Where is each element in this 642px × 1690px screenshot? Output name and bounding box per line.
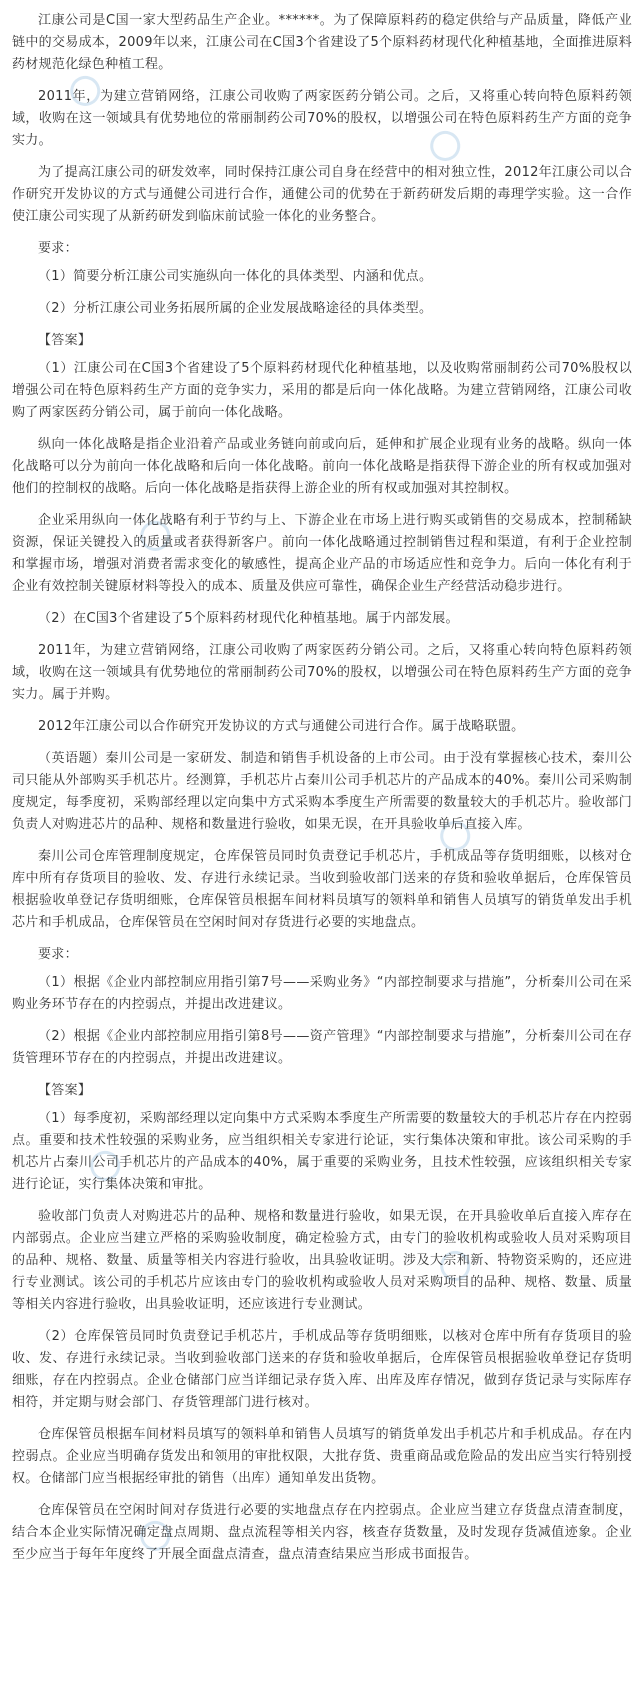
answer-paragraph: 2012年江康公司以合作研究开发协议的方式与通健公司进行合作。属于战略联盟。 bbox=[38, 719, 525, 734]
answer-heading: 【答案】 bbox=[38, 333, 92, 348]
answer-paragraph: 企业采用纵向一体化战略有利于节约与上、下游企业在市场上进行购买或销售的交易成本，控制稀缺资源，保证关键投入的质量或者获得新客户。前向一体化战略通过控制销售过程和渠道，有利于企业控制和掌握市场，增强对消费者需求变化的敏感性，提高企业产品的市场适应性和竞争力。后向一体化有利于企业有效控制关键原材料等投入的成本、质量及供应可靠性，确保企业生产经营活动稳步进行。 bbox=[12, 513, 632, 594]
answer-paragraph: （1）江康公司在C国3个省建设了5个原料药材现代化种植基地，以及收购常丽制药公司70%股权以增强公司在特色原料药生产方面的竞争实力，采用的都是后向一体化战略。为建立营销网络，江康公司收购了两家医药分销公司，属于前向一体化战略。 bbox=[12, 361, 632, 420]
requirements-heading: 要求： bbox=[38, 947, 78, 962]
requirement-item: （2）根据《企业内部控制应用指引第8号——资产管理》“内部控制要求与措施”，分析秦川公司在存货管理环节存在的内控弱点，并提出改进建议。 bbox=[12, 1029, 632, 1066]
requirement-item: （1）简要分析江康公司实施纵向一体化的具体类型、内涵和优点。 bbox=[38, 269, 433, 284]
case-intro-paragraph: 江康公司是C国一家大型药品生产企业。******。为了保障原料药的稳定供给与产品质量，降低产业链中的交易成本，2009年以来，江康公司在C国3个省建设了5个原料药材现代化种植基地，全面推进原料药材规范化绿色种植工程。 bbox=[12, 13, 632, 72]
answer-paragraph: （1）每季度初，采购部经理以定向集中方式采购本季度生产所需要的数量较大的手机芯片存在内控弱点。重要和技术性较强的采购业务，应当组织相关专家进行论证，实行集体决策和审批。该公司采购的手机芯片占秦川公司手机芯片的产品成本的40%，属于重要的采购业务，且技术性较强，应该组织相关专家进行论证，实行集体决策和审批。 bbox=[12, 1111, 632, 1192]
case-paragraph: 秦川公司仓库管理制度规定，仓库保管员同时负责登记手机芯片，手机成品等存货明细账，以核对仓库中所有存货项目的验收、发、存进行永续记录。当收到验收部门送来的存货和验收单据后，仓库保管员根据验收单登记存货明细账，仓库保管员根据车间材料员填写的领料单和销售人员填写的销货单发出手机芯片和手机成品，仓库保管员在空闲时间对存货进行必要的实地盘点。 bbox=[12, 849, 632, 930]
answer-paragraph: （2）在C国3个省建设了5个原料药材现代化种植基地。属于内部发展。 bbox=[38, 611, 459, 626]
answer-paragraph: 验收部门负责人对购进芯片的品种、规格和数量进行验收，如果无误，在开具验收单后直接入库存在内部弱点。企业应当建立严格的采购验收制度，确定检验方式，由专门的验收机构或验收人员对采购项目的品种、规格、数量、质量等相关内容进行验收，出具验收证明。涉及大宗和新、特物资采购的，还应进行专业测试。该公司的手机芯片应该由专门的验收机构或验收人员对采购项目的品种、规格、数量、质量等相关内容进行验收，出具验收证明，还应该进行专业测试。 bbox=[12, 1209, 632, 1312]
case-intro-paragraph: （英语题）秦川公司是一家研发、制造和销售手机设备的上市公司。由于没有掌握核心技术，秦川公司只能从外部购买手机芯片。经测算，手机芯片占秦川公司手机芯片的产品成本的40%。秦川公司采购制度规定，每季度初，采购部经理以定向集中方式采购本季度生产所需要的数量较大的手机芯片。验收部门负责人对购进芯片的品种、规格和数量进行验收，如果无误，在开具验收单后直接入库。 bbox=[12, 751, 632, 832]
answer-paragraph: 2011年，为建立营销网络，江康公司收购了两家医药分销公司。之后，又将重心转向特色原料药领域，收购在这一领域具有优势地位的常丽制药公司70%的股权，以增强公司在特色原料药生产方面的竞争实力。属于并购。 bbox=[12, 643, 632, 702]
requirement-item: （1）根据《企业内部控制应用指引第7号——采购业务》“内部控制要求与措施”，分析秦川公司在采购业务环节存在的内控弱点，并提出改进建议。 bbox=[12, 975, 632, 1012]
requirement-item: （2）分析江康公司业务拓展所属的企业发展战略途径的具体类型。 bbox=[38, 301, 433, 316]
answer-paragraph: 仓库保管员在空闲时间对存货进行必要的实地盘点存在内控弱点。企业应当建立存货盘点清查制度，结合本企业实际情况确定盘点周期、盘点流程等相关内容，核查存货数量，及时发现存货减值迹象。企业至少应当于每年年度终了开展全面盘点清查，盘点清查结果应当形成书面报告。 bbox=[12, 1503, 632, 1562]
answer-heading: 【答案】 bbox=[38, 1083, 92, 1098]
requirements-heading: 要求： bbox=[38, 241, 78, 256]
case-paragraph: 2011年，为建立营销网络，江康公司收购了两家医药分销公司。之后，又将重心转向特色原料药领域，收购在这一领域具有优势地位的常丽制药公司70%的股权，以增强公司在特色原料药生产方面的竞争实力。 bbox=[12, 89, 632, 148]
case-paragraph: 为了提高江康公司的研发效率，同时保持江康公司自身在经营中的相对独立性，2012年江康公司以合作研究开发协议的方式与通健公司进行合作，通健公司的优势在于新药研发后期的毒理学实验。这一合作使江康公司实现了从新药研发到临床前试验一体化的业务整合。 bbox=[12, 165, 632, 224]
answer-paragraph: （2）仓库保管员同时负责登记手机芯片，手机成品等存货明细账，以核对仓库中所有存货项目的验收、发、存进行永续记录。当收到验收部门送来的存货和验收单据后，仓库保管员根据验收单登记存货明细账，存在内控弱点。企业仓储部门应当详细记录存货入库、出库及库存情况，做到存货记录与实际库存相符，并定期与财会部门、存货管理部门进行核对。 bbox=[12, 1329, 632, 1410]
answer-paragraph: 纵向一体化战略是指企业沿着产品或业务链向前或向后，延伸和扩展企业现有业务的战略。纵向一体化战略可以分为前向一体化战略和后向一体化战略。前向一体化战略是指获得下游企业的所有权或加强对他们的控制权的战略。后向一体化战略是指获得上游企业的所有权或加强对其控制权。 bbox=[12, 437, 632, 496]
answer-paragraph: 仓库保管员根据车间材料员填写的领料单和销售人员填写的销货单发出手机芯片和手机成品。存在内控弱点。企业应当明确存货发出和领用的审批权限，大批存货、贵重商品或危险品的发出应当实行特别授权。仓储部门应当根据经审批的销售（出库）通知单发出货物。 bbox=[12, 1427, 632, 1486]
